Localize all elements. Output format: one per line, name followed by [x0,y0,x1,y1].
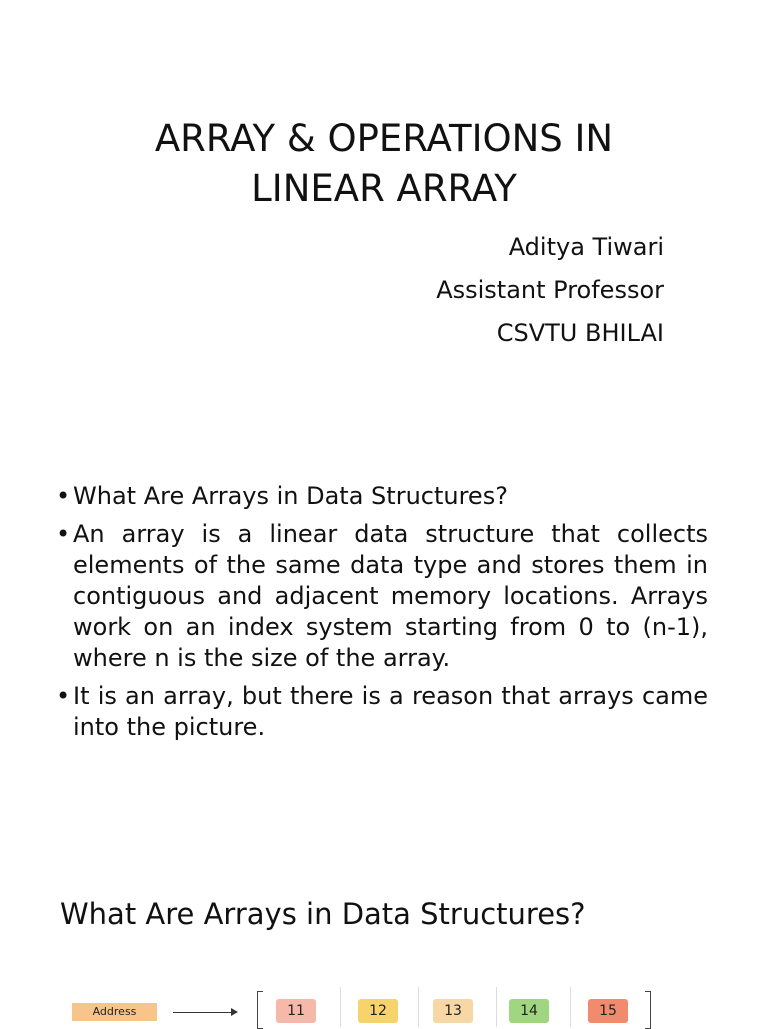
bullet-text: What Are Arrays in Data Structures? [73,482,508,510]
author-institution: CSVTU BHILAI [496,319,664,347]
bullet-list [56,481,708,750]
author-block [436,226,664,355]
arrow-icon-shaft [173,1012,235,1013]
cell-divider [340,987,341,1027]
cell-divider [496,987,497,1027]
bullet-item [56,481,708,512]
bullet-text: An array is a linear data structure that collects elements of the same data type and stores them in contiguous and adjacent memory locations. Arrays work on an index system starting from 0 to (n-1), where n is the size of the array. [73,520,708,672]
cell-divider [418,987,419,1027]
array-cell: 11 [276,999,316,1023]
array-cell: 15 [588,999,628,1023]
array-cell: 12 [358,999,398,1023]
array-diagram [0,985,768,1024]
author-name: Aditya Tiwari [508,233,664,261]
arrow-right-icon [231,1008,238,1016]
bullet-dot: • [56,482,71,510]
cell-divider [570,987,571,1027]
section-heading: What Are Arrays in Data Structures? [60,897,586,931]
left-bracket [257,991,263,1029]
slide-title [0,114,768,214]
bullet-item [56,519,708,674]
right-bracket [645,991,651,1029]
array-cell: 14 [509,999,549,1023]
bullet-dot: • [56,682,71,710]
address-label: Address [72,1003,157,1021]
slide-title-line-1: ARRAY & OPERATIONS IN [154,117,614,160]
bullet-text: It is an array, but there is a reason that arrays came into the picture. [73,682,708,741]
array-cell: 13 [433,999,473,1023]
bullet-item [56,681,708,743]
author-role: Assistant Professor [436,276,664,304]
slide-title-line-2: LINEAR ARRAY [251,167,517,210]
bullet-dot: • [56,520,71,548]
